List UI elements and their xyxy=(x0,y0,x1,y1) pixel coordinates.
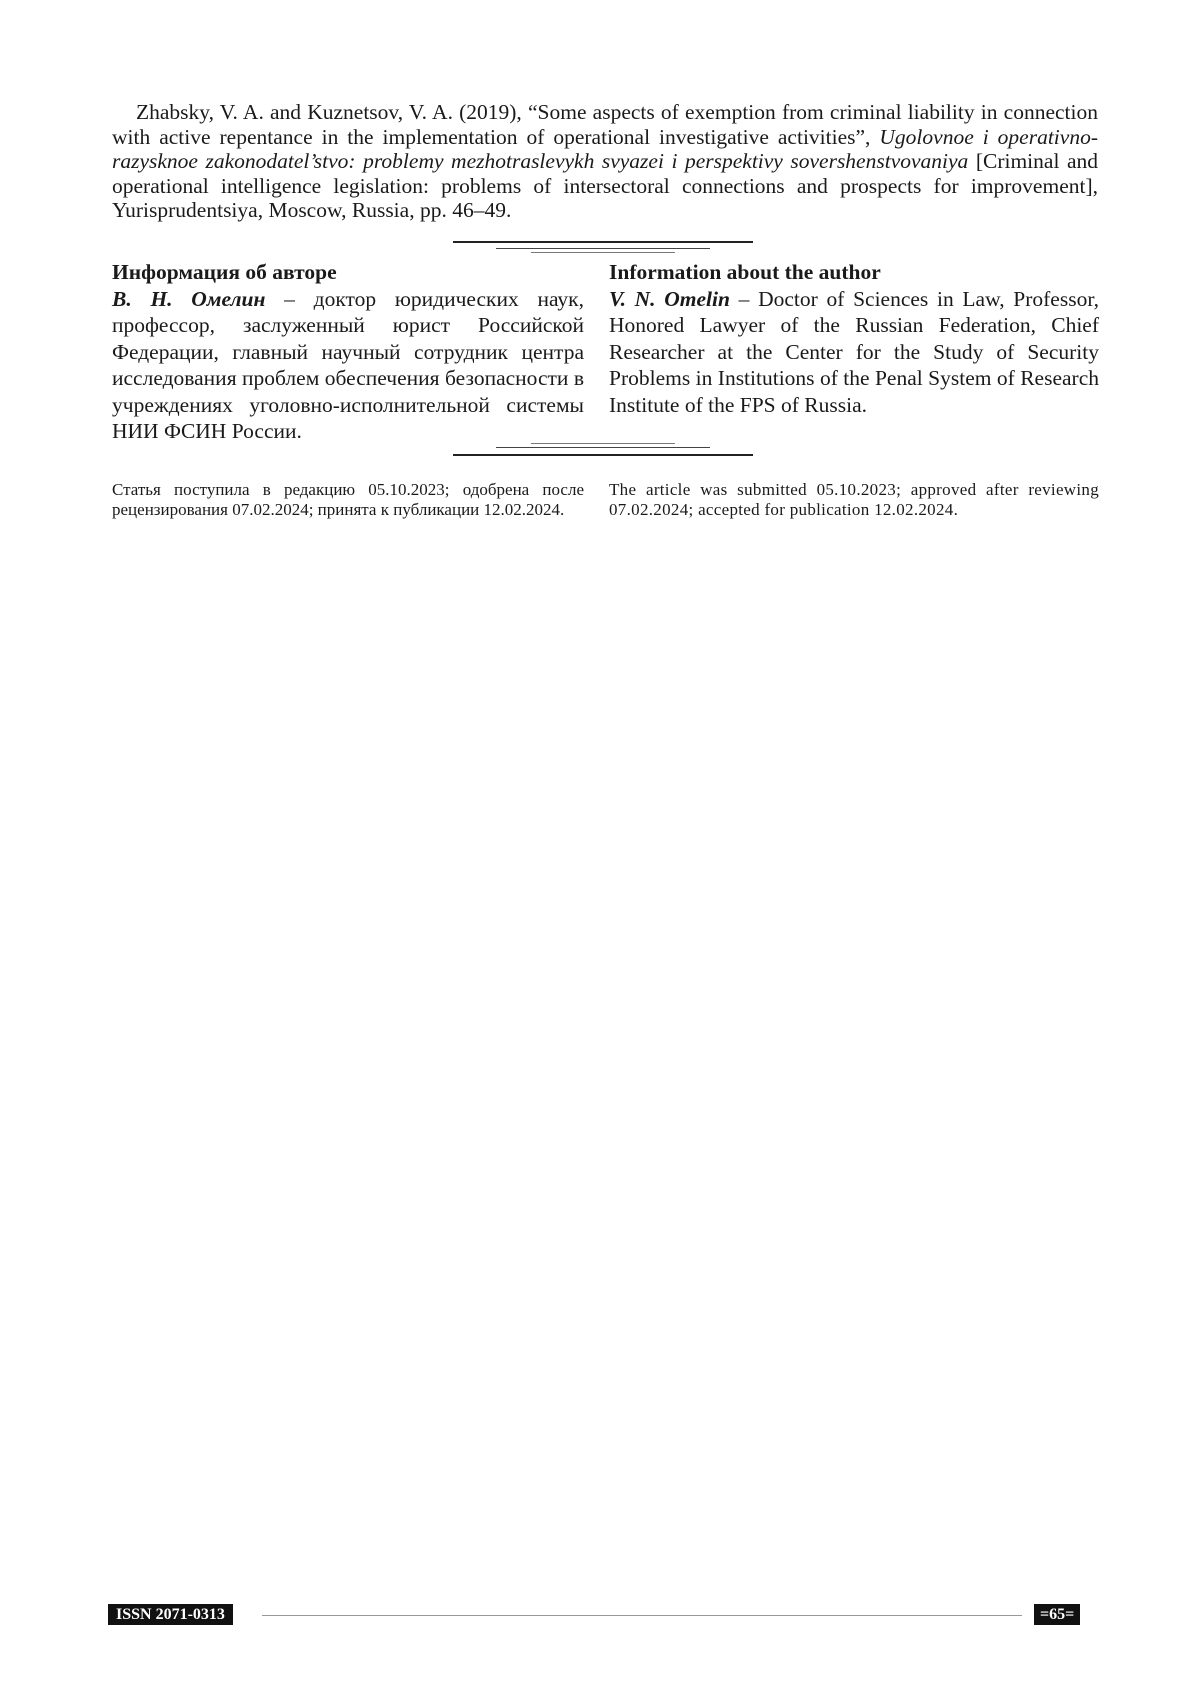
reference-translation: [Criminal and operational intelligence legislation: problems of intersectoral connections and prospects for improvement], Yurisprudentsiya, Moscow, Russia, pp. 46–49. xyxy=(112,149,1098,222)
author-text-ru: – доктор юридических наук, профессор, заслуженный юрист Российской Федерации, главный научный сотрудник центра исследования проблем обеспечения безопасности в учреждениях уголовно-исполнительной системы НИИ ФСИН России. xyxy=(112,286,584,443)
author-bio-ru xyxy=(112,286,584,445)
reference-source: Ugolovnoe i operativno-razysknoe zakonodatel’stvo: problemy mezhotraslevykh svyazei i perspektivy sovershenstvovaniya xyxy=(112,124,1098,173)
author-heading-en: Information about the author xyxy=(609,260,881,284)
submission-note-en: The article was submitted 05.10.2023; approved after reviewing 07.02.2024; accepted for publication 12.02.2024. xyxy=(609,480,1099,519)
section-divider-top xyxy=(452,241,754,255)
author-name-en: V. N. Omelin xyxy=(609,286,730,311)
author-name-ru: В. Н. Омелин xyxy=(112,286,266,311)
author-heading-ru: Информация об авторе xyxy=(112,260,337,284)
author-info-en xyxy=(609,259,1099,418)
author-bio-en xyxy=(609,286,1099,419)
page-number: =65= xyxy=(1034,1604,1080,1625)
section-divider-bottom xyxy=(452,443,754,457)
reference-paragraph xyxy=(112,100,1098,223)
footer-issn: ISSN 2071-0313 xyxy=(108,1604,233,1625)
reference-title: “Some aspects of exemption from criminal liability in connection with active repentance in the implementation of operational investigative activities”, xyxy=(112,100,1098,149)
reference-authors: Zhabsky, V. A. and Kuznetsov, V. A. (2019), xyxy=(136,100,528,124)
reference-entry xyxy=(112,100,1098,223)
author-text-en: – Doctor of Sciences in Law, Professor, Honored Lawyer of the Russian Federation, Chief Researcher at the Center for the Study of Security Problems in Institutions of the Penal System of Research Institute of the FPS of Russia. xyxy=(609,286,1099,417)
submission-note-ru: Статья поступила в редакцию 05.10.2023; одобрена после рецензирования 07.02.2024; принята к публикации 12.02.2024. xyxy=(112,480,584,519)
author-info-ru xyxy=(112,259,584,445)
footer-rule xyxy=(262,1615,1022,1616)
